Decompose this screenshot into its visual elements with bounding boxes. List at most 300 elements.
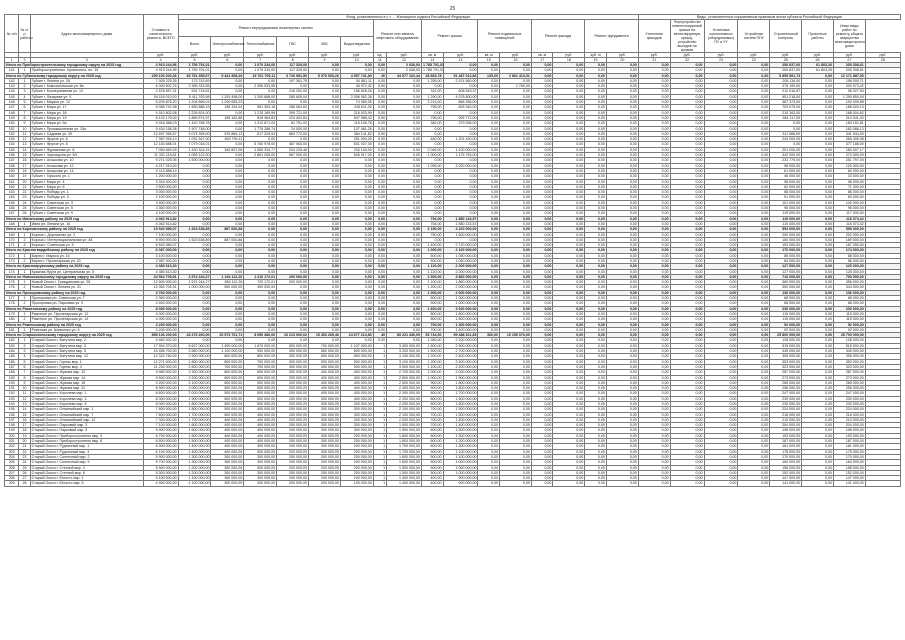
value-cell: 0,00 — [638, 163, 670, 168]
value-cell: 0,00 — [704, 290, 738, 295]
value-cell: 400 000,00 — [211, 439, 244, 444]
value-cell: 0,00 — [638, 115, 670, 120]
value-cell: 0,00 — [340, 232, 373, 237]
value-cell: 0,00 — [211, 153, 244, 158]
value-cell: 384 141,82 — [340, 131, 373, 136]
value-cell: 0,00 — [373, 78, 386, 83]
row-number: 156 — [5, 153, 19, 158]
value-cell: 300 000,00 — [277, 354, 309, 359]
row-sub-number: 1 — [19, 68, 30, 73]
row-address: Старый Оскол г. Рудничный мкр. 4 — [30, 449, 143, 454]
value-cell: 0,00 — [387, 158, 422, 163]
value-cell: 99 488 321,83 — [443, 333, 478, 338]
unit-cell: руб. — [244, 53, 277, 58]
value-cell: 218 000,00 — [770, 412, 802, 417]
value-cell: 0,00 — [387, 121, 422, 126]
value-cell: 300 000,00 — [244, 476, 277, 481]
value-cell: 1 300 000,00 — [443, 428, 478, 433]
value-cell: 0,00 — [387, 137, 422, 142]
value-cell: 0,00 — [531, 232, 553, 237]
value-cell: 251 000,00 — [340, 137, 373, 142]
value-cell: 0,00 — [421, 211, 443, 216]
value-cell: 0,00 — [373, 153, 386, 158]
value-cell: 0,00 — [478, 391, 500, 396]
row-address: Губкин г. Агошкова ул. 12 — [30, 163, 143, 168]
value-cell: 0,00 — [802, 137, 834, 142]
value-cell: 1 — [373, 433, 386, 438]
value-cell: 0,00 — [704, 364, 738, 369]
value-cell: 0,00 — [638, 439, 670, 444]
row-number: 201 — [5, 439, 19, 444]
value-cell: 1 200,00 — [421, 354, 443, 359]
value-cell: 273 000,00 — [770, 375, 802, 380]
value-cell: 200 000,00 — [340, 460, 373, 465]
value-cell: 0,00 — [704, 370, 738, 375]
value-cell: 0,00 — [340, 264, 373, 269]
value-cell: 0,00 — [553, 327, 585, 332]
value-cell: 0,00 — [738, 380, 770, 385]
value-cell: 0,00 — [670, 190, 704, 195]
value-cell: 200 000,00 — [277, 274, 309, 279]
row-address: Красная Яруга рп. Центральная ул. 5 — [30, 269, 143, 274]
value-cell: 0,00 — [421, 200, 443, 205]
value-cell: 0,00 — [802, 417, 834, 422]
value-cell: 0,00 — [802, 158, 834, 163]
row-sub-number: 4 — [19, 354, 30, 359]
value-cell: 0,00 — [738, 364, 770, 369]
value-cell: 703 075,00 — [770, 105, 802, 110]
value-cell: 0,00 — [606, 317, 638, 322]
value-cell: 3 100 000,00 — [387, 354, 422, 359]
value-cell: 127 000,00 — [770, 264, 802, 269]
row-number: 161 — [5, 179, 19, 184]
row-address: Старый Оскол г. Парковый мкр. 5 — [30, 428, 143, 433]
value-cell: 0,00 — [638, 412, 670, 417]
value-cell: 0,00 — [373, 322, 386, 327]
value-cell: 0,00 — [309, 301, 341, 306]
value-cell: 0,00 — [553, 126, 585, 131]
value-cell: 1 500 000,00 — [443, 412, 478, 417]
value-cell: 976 869,13 — [211, 131, 244, 136]
value-cell: 0,00 — [478, 343, 500, 348]
value-cell: 92 000,00 — [770, 327, 802, 332]
row-number: 188 — [5, 370, 19, 375]
column-number-cell: 19 — [585, 58, 607, 63]
value-cell: 0,00 — [704, 454, 738, 459]
row-address: Старый Оскол г. Приборостроитель мкр. 3 — [30, 433, 143, 438]
value-cell: 0,00 — [553, 449, 585, 454]
value-cell: 0,00 — [340, 280, 373, 285]
value-cell: 0,00 — [704, 100, 738, 105]
value-cell: 6 500 000,00 — [143, 439, 178, 444]
value-cell: 0,00 — [373, 258, 386, 263]
value-cell: 0,00 — [340, 269, 373, 274]
value-cell: 0,00 — [585, 274, 607, 279]
value-cell: 0,00 — [387, 285, 422, 290]
value-cell: 0,00 — [478, 68, 500, 73]
value-cell: 316 533,99 — [340, 110, 373, 115]
value-cell: 0,00 — [638, 370, 670, 375]
value-cell: 0,00 — [373, 89, 386, 94]
value-cell: 0,00 — [387, 243, 422, 248]
row-address: Старый Оскол г. Солнечный мкр. 2 — [30, 454, 143, 459]
unit-cell: кв. м — [478, 53, 500, 58]
value-cell: 0,00 — [309, 280, 341, 285]
value-cell: 0,00 — [585, 317, 607, 322]
value-cell: 0,00 — [478, 412, 500, 417]
value-cell: 175 000,00 — [833, 449, 865, 454]
value-cell: 203 225,48 — [277, 147, 309, 152]
value-cell: 0,00 — [178, 243, 211, 248]
unit-cell: руб. — [738, 53, 770, 58]
row-address: Старый Оскол г. Приборостроитель мкр. 8 — [30, 439, 143, 444]
value-cell: 0,00 — [373, 195, 386, 200]
value-cell: 0,00 — [585, 73, 607, 78]
value-cell: 250 837,00 — [770, 63, 802, 68]
value-cell: 0,00 — [178, 248, 211, 253]
value-cell: 0,00 — [670, 301, 704, 306]
value-cell: 0,00 — [670, 100, 704, 105]
value-cell: 905 772,00 — [443, 115, 478, 120]
value-cell: 0,00 — [387, 89, 422, 94]
value-cell: 0,00 — [387, 147, 422, 152]
value-cell: 0,00 — [553, 317, 585, 322]
value-cell: 0,00 — [478, 354, 500, 359]
value-cell: 0,00 — [309, 94, 341, 99]
value-cell: 0,00 — [638, 94, 670, 99]
value-cell: 0,00 — [670, 423, 704, 428]
value-cell: 20 573 761,71 — [211, 333, 244, 338]
value-cell: 5 500 000,00 — [143, 465, 178, 470]
value-cell: 0,00 — [606, 232, 638, 237]
value-cell: 0,00 — [802, 481, 834, 486]
value-cell: 2 000 000,00 — [443, 285, 478, 290]
row-sub-number: 17 — [19, 163, 30, 168]
value-cell: 0,00 — [638, 481, 670, 486]
value-cell: 3 316 000,00 — [143, 179, 178, 184]
value-cell: 0,00 — [738, 407, 770, 412]
row-sub-number: 1 — [19, 269, 30, 274]
value-cell: 0,00 — [738, 195, 770, 200]
value-cell: 0,00 — [373, 158, 386, 163]
value-cell: 5 300 000,00 — [143, 470, 178, 475]
value-cell: 0,00 — [478, 465, 500, 470]
value-cell: 230 000,00 — [770, 306, 802, 311]
value-cell: 200 000,00 — [277, 465, 309, 470]
column-number-cell: 15 — [478, 58, 500, 63]
row-number: 141 — [5, 68, 19, 73]
value-cell: 500,00 — [421, 470, 443, 475]
value-cell: 0,00 — [478, 386, 500, 391]
value-cell: 300 000,00 — [211, 481, 244, 486]
value-cell: 68 000,00 — [770, 296, 802, 301]
value-cell: 0,00 — [802, 243, 834, 248]
value-cell: 0,00 — [478, 221, 500, 226]
value-cell: 667 000,00 — [277, 153, 309, 158]
value-cell: 2 700 000,00 — [443, 349, 478, 354]
value-cell: 0,00 — [531, 481, 553, 486]
value-cell: 1 400 000,00 — [178, 449, 211, 454]
value-cell: 0,00 — [738, 428, 770, 433]
value-cell: 0,00 — [309, 89, 341, 94]
row-number: 152 — [5, 131, 19, 136]
row-sub-number: 2 — [19, 258, 30, 263]
value-cell: 0,00 — [704, 407, 738, 412]
value-cell: 0,00 — [606, 158, 638, 163]
row-number: 199 — [5, 428, 19, 433]
value-cell: 1 100 000,00 — [443, 454, 478, 459]
value-cell: 0,00 — [638, 269, 670, 274]
value-cell: 0,00 — [606, 280, 638, 285]
row-number: 149 — [5, 115, 19, 120]
value-cell: 0,00 — [553, 380, 585, 385]
value-cell: 0,00 — [585, 338, 607, 343]
value-cell: 0,00 — [478, 433, 500, 438]
value-cell: 6 300 000,00 — [143, 444, 178, 449]
value-cell: 0,00 — [585, 285, 607, 290]
value-cell: 5 627 000,00 — [178, 343, 211, 348]
value-cell: 205 308,61 — [833, 68, 865, 73]
value-cell: 400 000,00 — [340, 386, 373, 391]
value-cell: 323 000,00 — [770, 364, 802, 369]
value-cell: 0,00 — [738, 73, 770, 78]
value-cell: 0,00 — [531, 131, 553, 136]
value-cell: 377 188,00 — [833, 142, 865, 147]
value-cell: 1 450 000,00 — [211, 343, 244, 348]
value-cell: 0,00 — [606, 100, 638, 105]
row-sub-number: 1 — [19, 311, 30, 316]
value-cell: 0,00 — [531, 179, 553, 184]
value-cell: 0,00 — [309, 158, 341, 163]
value-cell: 0,00 — [478, 174, 500, 179]
value-cell: 300 000,00 — [340, 412, 373, 417]
value-cell: 0,00 — [606, 396, 638, 401]
value-cell: 0,00 — [704, 338, 738, 343]
value-cell: 0,00 — [478, 364, 500, 369]
row-address: Старый Оскол г. Горняк мкр. 1 — [30, 359, 143, 364]
value-cell: 0,00 — [738, 115, 770, 120]
value-cell: 0,00 — [670, 63, 704, 68]
value-cell: 0,00 — [373, 274, 386, 279]
row-number: 180 — [5, 317, 19, 322]
row-number: 202 — [5, 444, 19, 449]
value-cell: 0,00 — [738, 89, 770, 94]
value-cell: 1 175 753,00 — [443, 153, 478, 158]
value-cell: 0,00 — [244, 264, 277, 269]
value-cell: 350 000,00 — [770, 285, 802, 290]
value-cell: 0,00 — [531, 338, 553, 343]
value-cell: 500 000,00 — [244, 391, 277, 396]
value-cell: 0,00 — [553, 158, 585, 163]
value-cell: 0,00 — [606, 73, 638, 78]
value-cell: 0,00 — [585, 253, 607, 258]
value-cell: 11 321 115,81 — [143, 153, 178, 158]
value-cell: 1 000,00 — [421, 153, 443, 158]
value-cell: 0,00 — [309, 227, 341, 232]
value-cell: 0,00 — [802, 211, 834, 216]
value-cell: 0,00 — [704, 232, 738, 237]
value-cell: 0,00 — [770, 121, 802, 126]
value-cell: 0,00 — [531, 73, 553, 78]
value-cell: 558 000,00 — [833, 227, 865, 232]
value-cell: 0,00 — [553, 322, 585, 327]
value-cell: 0,00 — [211, 142, 244, 147]
row-number: 150 — [5, 121, 19, 126]
value-cell: 86 000,00 — [833, 190, 865, 195]
row-number: 159 — [5, 168, 19, 173]
value-cell: 0,00 — [670, 216, 704, 221]
column-number-cell: 12 — [387, 58, 422, 63]
value-cell: 0,00 — [606, 375, 638, 380]
value-cell: 0,00 — [585, 237, 607, 242]
value-cell: 1 — [373, 476, 386, 481]
value-cell: 1 000,00 — [421, 248, 443, 253]
value-cell: 0,00 — [277, 137, 309, 142]
value-cell: 3 300 000,00 — [387, 343, 422, 348]
value-cell: 0,00 — [585, 184, 607, 189]
value-cell: 0,00 — [802, 386, 834, 391]
value-cell: 0,00 — [585, 359, 607, 364]
value-cell: 6 543 989,07 — [143, 243, 178, 248]
value-cell: 0,00 — [585, 311, 607, 316]
value-cell: 0,00 — [211, 264, 244, 269]
value-cell: 1 907 748,00 — [178, 126, 211, 131]
value-cell: 0,00 — [211, 168, 244, 173]
row-sub-number: 15 — [19, 153, 30, 158]
row-address: Губкин г. Фрунзе ул. 8 — [30, 142, 143, 147]
value-cell: 0,00 — [802, 349, 834, 354]
value-cell: 400 000,00 — [211, 423, 244, 428]
value-cell: 8 050 386,00 — [244, 333, 277, 338]
value-cell: 700 000,00 — [244, 364, 277, 369]
row-address: Короча г. Советская ул. 5 — [30, 243, 143, 248]
value-cell: 0,00 — [500, 449, 532, 454]
value-cell: 188 020,13 — [833, 105, 865, 110]
value-cell: 1 290 850,00 — [833, 94, 865, 99]
row-address: Старый Оскол г. Ватутина мкр. 2 — [30, 338, 143, 343]
value-cell: 1 — [373, 370, 386, 375]
value-cell: 0,00 — [211, 248, 244, 253]
value-cell: 0,00 — [585, 433, 607, 438]
value-cell: 200 000,00 — [340, 449, 373, 454]
value-cell: 0,00 — [531, 449, 553, 454]
value-cell: 532 718,61 — [178, 89, 211, 94]
value-cell: 183 007,17 — [833, 147, 865, 152]
value-cell: 0,00 — [738, 153, 770, 158]
value-cell: 0,00 — [340, 206, 373, 211]
value-cell: 2 396 933,55 — [244, 84, 277, 89]
value-cell: 0,00 — [531, 274, 553, 279]
value-cell: 0,00 — [387, 100, 422, 105]
value-cell: 2 000 000,00 — [443, 370, 478, 375]
row-number: 193 — [5, 396, 19, 401]
value-cell: 115 000,00 — [770, 311, 802, 316]
value-cell: 0,00 — [373, 84, 386, 89]
value-cell: 0,00 — [704, 386, 738, 391]
value-cell: 0,00 — [638, 290, 670, 295]
row-sub-number: 28 — [19, 481, 30, 486]
value-cell: 300 000,00 — [309, 402, 341, 407]
value-cell: 0,00 — [770, 142, 802, 147]
row-number: 147 — [5, 105, 19, 110]
value-cell: 600 000,00 — [211, 375, 244, 380]
value-cell: 0,00 — [309, 190, 341, 195]
value-cell: 1 500 000,00 — [387, 465, 422, 470]
value-cell: 25 700 000,00 — [833, 333, 865, 338]
row-sub-number: 1 — [19, 78, 30, 83]
value-cell: 200 000,00 — [309, 481, 341, 486]
value-cell: 2 300,00 — [421, 274, 443, 279]
group-fund-header: Фонд, установленных в с.т. ... Жилищного кодекса Российской Федерации — [178, 15, 638, 20]
value-cell: 0,00 — [585, 94, 607, 99]
row-address: Губкин г. Черницына ул. 5/1 — [30, 153, 143, 158]
value-cell: 0,00 — [211, 258, 244, 263]
value-cell: 800,00 — [421, 396, 443, 401]
value-cell: 0,00 — [738, 163, 770, 168]
value-cell: 1 800 000,00 — [178, 407, 211, 412]
value-cell: 1 400 000,00 — [443, 322, 478, 327]
value-cell: 0,00 — [606, 269, 638, 274]
value-cell: 0,00 — [638, 110, 670, 115]
value-cell: 0,00 — [585, 370, 607, 375]
value-cell: 0,00 — [500, 370, 532, 375]
value-cell: 0,00 — [802, 465, 834, 470]
value-cell: 754,00 — [421, 221, 443, 226]
value-cell: 0,00 — [585, 131, 607, 136]
value-cell: 12 183 688,01 — [143, 142, 178, 147]
value-cell: 0,00 — [638, 100, 670, 105]
value-cell: 0,00 — [211, 221, 244, 226]
engineering-systems-header: Ремонт внутридомовых инженерных систем — [178, 20, 373, 37]
value-cell: 44 577 162,44 — [387, 73, 422, 78]
row-sub-number: 1 — [19, 232, 30, 237]
value-cell: 198 000,00 — [770, 428, 802, 433]
value-cell: 6 300 502,76 — [143, 84, 178, 89]
value-cell: 0,00 — [531, 460, 553, 465]
value-cell: 0,00 — [478, 137, 500, 142]
value-cell: 0,00 — [704, 354, 738, 359]
value-cell: 0,00 — [670, 311, 704, 316]
value-cell: 0,00 — [340, 63, 373, 68]
value-cell: 0,00 — [638, 349, 670, 354]
value-cell: 0,00 — [531, 211, 553, 216]
value-cell: 1 900 000,00 — [387, 428, 422, 433]
value-cell: 0,00 — [638, 216, 670, 221]
value-cell: 71 000,00 — [833, 184, 865, 189]
value-cell: 382,00 — [421, 121, 443, 126]
value-cell: 0,00 — [802, 73, 834, 78]
value-cell: 900 000,00 — [244, 349, 277, 354]
value-cell: 0,00 — [500, 237, 532, 242]
value-cell: 1 204 665,01 — [178, 100, 211, 105]
value-cell: 0,00 — [373, 243, 386, 248]
value-cell: 0,00 — [704, 470, 738, 475]
value-cell: 0,00 — [704, 78, 738, 83]
value-cell: 0,00 — [802, 338, 834, 343]
value-cell: 654 112,26 — [211, 280, 244, 285]
value-cell: 3 000 000,00 — [387, 364, 422, 369]
value-cell: 251 797,00 — [833, 158, 865, 163]
value-cell: 0,00 — [373, 280, 386, 285]
row-address: Губкин г. Кооперативная ул. 13 — [30, 89, 143, 94]
value-cell: 500 000,00 — [211, 407, 244, 412]
row-address: Прохоровка рп. Советская ул. 7 — [30, 296, 143, 301]
value-cell: 0,00 — [670, 375, 704, 380]
value-cell: 0,00 — [670, 248, 704, 253]
row-address: Губкин г. Садовая ул. 39 — [30, 131, 143, 136]
col-ventilated-roof-header: Переустройство невентилируемой крыши на вентилируемую крышу, устройство выходов на кровлю — [670, 20, 704, 53]
value-cell: 7 800 000,00 — [143, 407, 178, 412]
